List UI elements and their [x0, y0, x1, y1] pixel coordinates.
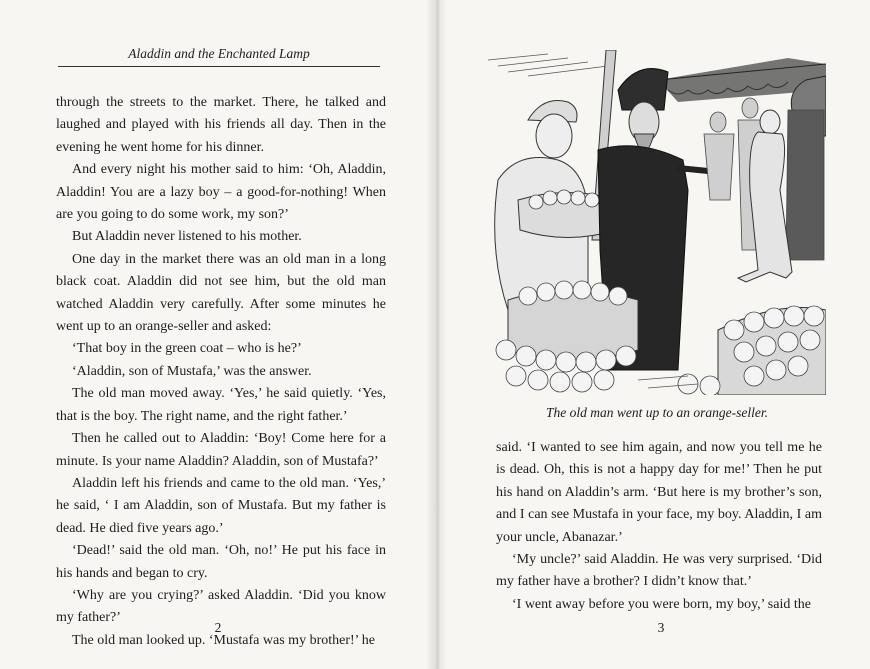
paragraph: ‘That boy in the green coat – who is he?’ — [72, 341, 302, 357]
paragraph: through the streets to the market. There, he talked and laughed and played with his friends all day. Then in the evening he went home for his dinner. — [56, 95, 386, 155]
paragraph: The old man moved away. ‘Yes,’ he said quietly. ‘Yes, that is the boy. The right name, and the right father.’ — [56, 386, 386, 424]
header-rule — [58, 66, 380, 67]
left-page-text — [56, 92, 386, 652]
page-number-right: 3 — [657, 620, 665, 635]
market-illustration — [488, 50, 826, 395]
paragraph: ‘I went away before you were born, my boy,’ said the — [512, 596, 811, 612]
book-gutter — [426, 0, 448, 669]
paragraph: ‘My uncle?’ said Aladdin. He was very surprised. ‘Did my father have a brother? I didn’t know that.’ — [496, 552, 822, 590]
paragraph: But Aladdin never listened to his mother. — [72, 229, 302, 245]
paragraph: ‘Dead!’ said the old man. ‘Oh, no!’ He put his face in his hands and began to cry. — [56, 543, 386, 581]
right-page-text — [496, 437, 822, 616]
paragraph: Then he called out to Aladdin: ‘Boy! Come here for a minute. Is your name Aladdin? Aladdin, son of Mustafa?’ — [56, 431, 386, 469]
paragraph: ‘Why are you crying?’ asked Aladdin. ‘Did you know my father?’ — [56, 587, 386, 626]
page-number-left: 2 — [214, 620, 222, 635]
paragraph: The old man looked up. ‘Mustafa was my brother!’ he — [72, 632, 375, 648]
running-head: Aladdin and the Enchanted Lamp — [128, 46, 310, 61]
paragraph: said. ‘I wanted to see him again, and now you tell me he is dead. Oh, this is not a happy day for me!’ Then he put his hand on Aladdin’s arm. ‘But here is my brother’s son, and I can see Mustafa in your face, my boy. Aladdin, I am your uncle, Abanazar.’ — [496, 440, 822, 545]
paragraph: And every night his mother said to him: ‘Oh, Aladdin, Aladdin! You are a lazy boy – a good-for-nothing! When are you going to do some work, my son?’ — [56, 162, 386, 223]
paragraph: ‘Aladdin, son of Mustafa,’ was the answer. — [72, 363, 312, 379]
paragraph: One day in the market there was an old man in a long black coat. Aladdin did not see him, but the old man watched Aladdin very carefully. After some minutes he went up to an orange-seller and asked: — [56, 251, 386, 335]
paragraph: Aladdin left his friends and came to the old man. ‘Yes,’ he said, ‘ I am Aladdin, son of Mustafa. But my father is dead. He died five years ago.’ — [56, 475, 386, 536]
illustration-caption: The old man went up to an orange-seller. — [546, 405, 768, 420]
